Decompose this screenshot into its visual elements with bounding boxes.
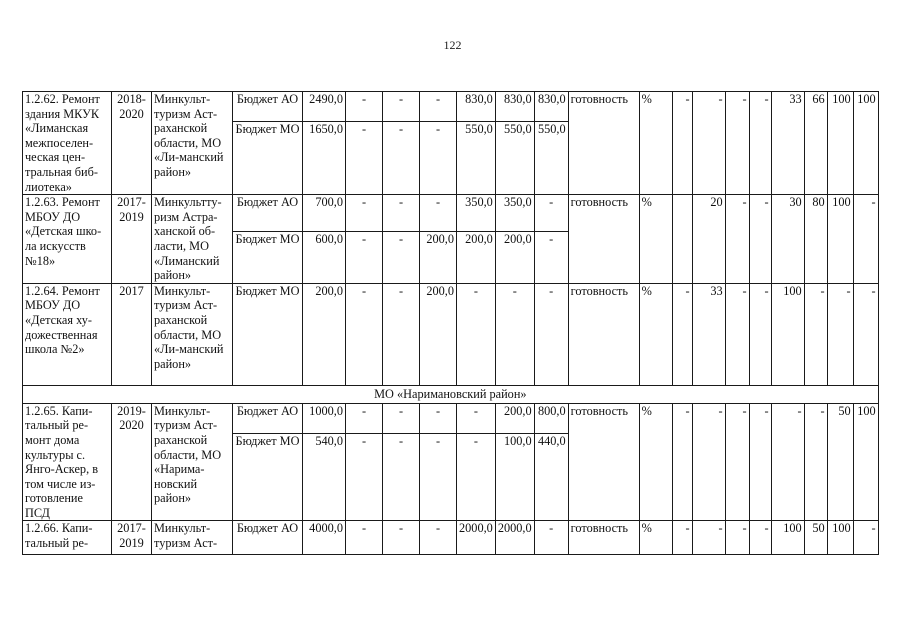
event-name: 1.2.65. Капи-тальный ре-монт дома культуры с. Янго-Аскер, в том числе из-готовление ПСД: [23, 403, 112, 521]
period: 2017-2019: [112, 521, 152, 555]
unit: %: [639, 195, 672, 284]
event-name: 1.2.63. Ремонт МБОУ ДО «Детская шко-ла искусств №18»: [23, 195, 112, 284]
target-value-0: -: [672, 283, 692, 385]
table-row: [23, 92, 879, 122]
customer: Минкульт-туризм Аст-раханской области, МО «Ли-манский район»: [152, 92, 233, 195]
funding-total: 1000,0: [303, 403, 346, 433]
funding-year-3: 2000,0: [457, 521, 496, 555]
target-value-6: 100: [827, 195, 853, 284]
funding-year-1: -: [383, 195, 420, 232]
funding-source: Бюджет МО: [233, 283, 303, 385]
funding-year-1: -: [383, 283, 420, 385]
unit: %: [639, 283, 672, 385]
funding-total: 1650,0: [303, 122, 346, 195]
funding-source: Бюджет АО: [233, 521, 303, 555]
funding-year-0: -: [346, 122, 383, 195]
target-value-2: -: [725, 92, 749, 195]
funding-year-3: 830,0: [457, 92, 496, 122]
target-value-2: -: [725, 403, 749, 521]
table-row: [23, 521, 879, 555]
funding-year-3: -: [457, 403, 496, 433]
customer: Минкульт-туризм Аст-раханской области, МО «Нарима-новский район»: [152, 403, 233, 521]
target-value-7: -: [853, 521, 878, 555]
target-value-0: [672, 195, 692, 284]
funding-year-2: -: [420, 195, 457, 232]
target-value-3: -: [749, 195, 771, 284]
target-value-5: -: [804, 283, 827, 385]
target-value-7: 100: [853, 403, 878, 521]
funding-year-2: 200,0: [420, 232, 457, 284]
target-value-4: 30: [771, 195, 804, 284]
period: 2017-2019: [112, 195, 152, 284]
target-value-4: 100: [771, 521, 804, 555]
event-name: 1.2.62. Ремонт здания МКУК «Лиманская межпоселен-ческая цен-тральная биб-лиотека»: [23, 92, 112, 195]
funding-year-2: -: [420, 403, 457, 433]
funding-year-1: -: [383, 521, 420, 555]
target-value-5: 50: [804, 521, 827, 555]
target-value-3: -: [749, 283, 771, 385]
funding-year-1: -: [383, 122, 420, 195]
funding-source: Бюджет АО: [233, 92, 303, 122]
funding-year-1: -: [383, 403, 420, 433]
funding-year-1: -: [383, 92, 420, 122]
funding-source: Бюджет АО: [233, 195, 303, 232]
target-value-0: -: [672, 403, 692, 521]
funding-year-5: -: [534, 195, 568, 232]
section-row: [23, 385, 879, 403]
funding-total: 4000,0: [303, 521, 346, 555]
funding-year-0: -: [346, 283, 383, 385]
indicator: готовность: [568, 403, 639, 521]
funding-year-3: 350,0: [457, 195, 496, 232]
funding-year-5: -: [534, 232, 568, 284]
funding-year-4: -: [495, 283, 534, 385]
target-value-1: 20: [692, 195, 725, 284]
funding-year-3: -: [457, 434, 496, 521]
table-row: [23, 283, 879, 385]
funding-year-3: 200,0: [457, 232, 496, 284]
funding-year-0: -: [346, 232, 383, 284]
target-value-6: -: [827, 283, 853, 385]
indicator: готовность: [568, 92, 639, 195]
target-value-4: 100: [771, 283, 804, 385]
target-value-5: -: [804, 403, 827, 521]
funding-year-0: -: [346, 403, 383, 433]
funding-year-2: -: [420, 122, 457, 195]
funding-year-5: 440,0: [534, 434, 568, 521]
target-value-7: -: [853, 283, 878, 385]
event-name: 1.2.64. Ремонт МБОУ ДО «Детская ху-дожественная школа №2»: [23, 283, 112, 385]
unit: %: [639, 403, 672, 521]
customer: Минкульт-туризм Аст-раханской области, МО «Ли-манский район»: [152, 283, 233, 385]
funding-year-5: 550,0: [534, 122, 568, 195]
target-value-2: -: [725, 521, 749, 555]
indicator: готовность: [568, 283, 639, 385]
period: 2017: [112, 283, 152, 385]
target-value-7: 100: [853, 92, 878, 195]
unit: %: [639, 521, 672, 555]
funding-year-3: -: [457, 283, 496, 385]
target-value-3: -: [749, 521, 771, 555]
funding-year-4: 200,0: [495, 403, 534, 433]
target-value-6: 50: [827, 403, 853, 521]
target-value-2: -: [725, 195, 749, 284]
unit: %: [639, 92, 672, 195]
target-value-6: 100: [827, 521, 853, 555]
section-title: МО «Наримановский район»: [23, 385, 879, 403]
target-value-0: -: [672, 92, 692, 195]
event-name: 1.2.66. Капи-тальный ре-: [23, 521, 112, 555]
target-value-2: -: [725, 283, 749, 385]
indicator: готовность: [568, 521, 639, 555]
table-row: [23, 195, 879, 232]
funding-source: Бюджет АО: [233, 403, 303, 433]
funding-year-4: 100,0: [495, 434, 534, 521]
page-number: 122: [443, 38, 462, 52]
funding-year-5: 800,0: [534, 403, 568, 433]
funding-year-0: -: [346, 521, 383, 555]
program-table: [22, 91, 879, 555]
funding-total: 540,0: [303, 434, 346, 521]
funding-year-5: 830,0: [534, 92, 568, 122]
target-value-3: -: [749, 92, 771, 195]
funding-total: 600,0: [303, 232, 346, 284]
target-value-1: -: [692, 403, 725, 521]
funding-total: 200,0: [303, 283, 346, 385]
target-value-5: 80: [804, 195, 827, 284]
target-value-1: -: [692, 92, 725, 195]
target-value-1: 33: [692, 283, 725, 385]
funding-year-2: -: [420, 434, 457, 521]
funding-total: 700,0: [303, 195, 346, 232]
funding-source: Бюджет МО: [233, 122, 303, 195]
target-value-4: 33: [771, 92, 804, 195]
period: 2018-2020: [112, 92, 152, 195]
funding-year-4: 2000,0: [495, 521, 534, 555]
funding-source: Бюджет МО: [233, 434, 303, 521]
funding-year-0: -: [346, 434, 383, 521]
funding-year-4: 550,0: [495, 122, 534, 195]
funding-year-1: -: [383, 232, 420, 284]
funding-year-4: 200,0: [495, 232, 534, 284]
funding-year-0: -: [346, 195, 383, 232]
funding-year-4: 350,0: [495, 195, 534, 232]
funding-year-3: 550,0: [457, 122, 496, 195]
funding-year-2: -: [420, 521, 457, 555]
target-value-7: -: [853, 195, 878, 284]
target-value-6: 100: [827, 92, 853, 195]
funding-year-0: -: [346, 92, 383, 122]
funding-source: Бюджет МО: [233, 232, 303, 284]
funding-year-5: -: [534, 283, 568, 385]
target-value-1: -: [692, 521, 725, 555]
customer: Минкульт-туризм Аст-: [152, 521, 233, 555]
funding-year-1: -: [383, 434, 420, 521]
funding-year-4: 830,0: [495, 92, 534, 122]
funding-year-2: 200,0: [420, 283, 457, 385]
indicator: готовность: [568, 195, 639, 284]
target-value-5: 66: [804, 92, 827, 195]
funding-total: 2490,0: [303, 92, 346, 122]
customer: Минкультту-ризм Астра-ханской об-ласти, МО «Лиманский район»: [152, 195, 233, 284]
target-value-4: -: [771, 403, 804, 521]
funding-year-5: -: [534, 521, 568, 555]
period: 2019-2020: [112, 403, 152, 521]
target-value-3: -: [749, 403, 771, 521]
table-row: [23, 403, 879, 433]
funding-year-2: -: [420, 92, 457, 122]
target-value-0: -: [672, 521, 692, 555]
